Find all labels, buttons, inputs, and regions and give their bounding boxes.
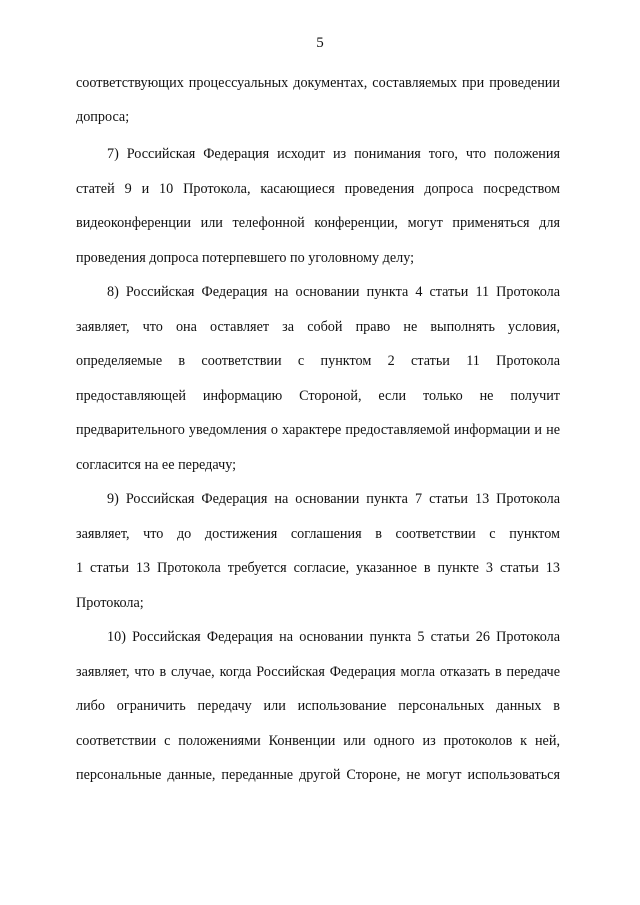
text-line: предварительного уведомления о характере предоставляемой информации и не bbox=[76, 422, 560, 438]
text-line: согласится на ее передачу; bbox=[76, 457, 237, 473]
text-line: соответствии с положениями Конвенции или одного из протоколов к ней, bbox=[76, 733, 560, 749]
text-line: 1 статьи 13 Протокола требуется согласие, указанное в пункте 3 статьи 13 bbox=[76, 560, 560, 576]
paragraph-first-line: 9) Российская Федерация на основании пункта 7 статьи 13 Протокола bbox=[107, 491, 560, 507]
text-line: проведения допроса потерпевшего по уголовному делу; bbox=[76, 250, 415, 266]
paragraph-first-line: 7) Российская Федерация исходит из понимания того, что положения bbox=[107, 146, 560, 162]
text-line: соответствующих процессуальных документах, составляемых при проведении bbox=[76, 75, 560, 91]
text-line: Протокола; bbox=[76, 595, 144, 611]
paragraph-first-line: 10) Российская Федерация на основании пункта 5 статьи 26 Протокола bbox=[107, 629, 560, 645]
text-line: видеоконференции или телефонной конференции, могут применяться для bbox=[76, 215, 560, 231]
text-line: допроса; bbox=[76, 109, 130, 125]
text-line: определяемые в соответствии с пунктом 2 статьи 11 Протокола bbox=[76, 353, 560, 369]
page-number: 5 bbox=[316, 35, 324, 51]
text-line: персональные данные, переданные другой Стороне, не могут использоваться bbox=[76, 767, 560, 783]
text-line: заявляет, что до достижения соглашения в соответствии с пунктом bbox=[76, 526, 560, 542]
text-line: предоставляющей информацию Стороной, если только не получит bbox=[76, 388, 560, 404]
text-line: заявляет, что она оставляет за собой право не выполнять условия, bbox=[76, 319, 560, 335]
text-line: заявляет, что в случае, когда Российская Федерация могла отказать в передаче bbox=[76, 664, 560, 680]
text-line: либо ограничить передачу или использование персональных данных в bbox=[76, 698, 560, 714]
paragraph-first-line: 8) Российская Федерация на основании пункта 4 статьи 11 Протокола bbox=[107, 284, 560, 300]
text-line: статей 9 и 10 Протокола, касающиеся проведения допроса посредством bbox=[76, 181, 560, 197]
